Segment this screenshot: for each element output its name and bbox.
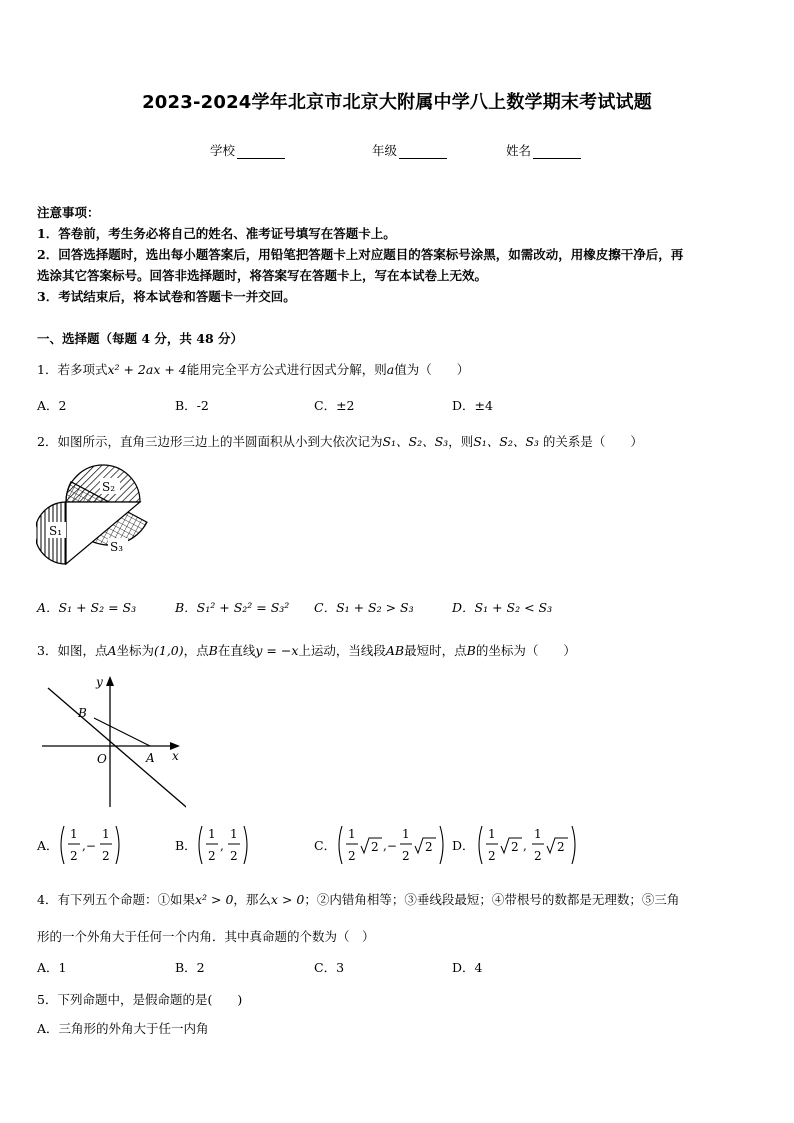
svg-text:1: 1 xyxy=(488,827,496,841)
svg-text:2: 2 xyxy=(402,849,410,863)
q2-option-c: C．S₁ + S₂ > S₃ xyxy=(314,600,414,615)
q1-text-pre: 1．若多项式 xyxy=(37,362,108,377)
s2-label: S₂ xyxy=(102,480,116,494)
segment-ab xyxy=(94,718,150,746)
q1-option-b: B．-2 xyxy=(175,398,209,413)
q1-variable: a xyxy=(386,362,395,377)
q3-text-mid5: 最短时，点 xyxy=(404,643,467,658)
question-4-line-1 xyxy=(37,890,679,908)
q3-option-c xyxy=(314,826,443,864)
q2-s-list: S₁、S₂、S₃ xyxy=(382,434,449,449)
q3-option-c-letter: C． xyxy=(314,838,337,853)
section-1-heading: 一、选择题（每题 4 分，共 48 分） xyxy=(37,331,244,346)
y-axis-arrow xyxy=(106,676,114,686)
svg-text:,−: ,− xyxy=(383,839,397,853)
svg-text:,: , xyxy=(523,839,527,853)
svg-text:2: 2 xyxy=(371,840,379,854)
svg-text:1: 1 xyxy=(230,827,238,841)
note-1: 1．答卷前，考生务必将自己的姓名、准考证号填写在答题卡上。 xyxy=(37,226,396,241)
q3-options xyxy=(36,822,596,868)
q3-coordinate-figure xyxy=(38,672,186,812)
q2-semicircle-figure xyxy=(36,460,160,582)
svg-text:1: 1 xyxy=(208,827,216,841)
q2-text-mid: ，则 xyxy=(448,434,474,449)
q1-expression: x² + 2ax + 4 xyxy=(107,362,187,377)
svg-text:2: 2 xyxy=(425,840,433,854)
y-label: y xyxy=(96,675,103,689)
svg-text:2: 2 xyxy=(488,849,496,863)
origin-label: O xyxy=(97,752,107,766)
svg-text:2: 2 xyxy=(511,840,519,854)
svg-text:1: 1 xyxy=(348,827,356,841)
note-2b: 选涂其它答案标号。回答非选择题时，将答案写在答题卡上，写在本试卷上无效。 xyxy=(37,268,488,283)
svg-text:2: 2 xyxy=(102,849,110,863)
svg-text:1: 1 xyxy=(102,827,110,841)
q3-segment-ab: AB xyxy=(385,643,405,658)
q3-option-d xyxy=(452,826,575,864)
page-title: 2023-2024学年北京市北京大附属中学八上数学期末考试试题 xyxy=(142,92,652,113)
grade-label: 年级 xyxy=(372,143,398,158)
svg-text:2: 2 xyxy=(230,849,238,863)
q1-option-d: D．±4 xyxy=(452,398,493,413)
svg-text:1: 1 xyxy=(70,827,78,841)
q2-option-b: B．S₁² + S₂² = S₃² xyxy=(175,600,290,615)
s3-label: S₃ xyxy=(110,540,124,554)
q3-coord: (1,0) xyxy=(154,643,184,658)
question-1 xyxy=(37,360,469,378)
q1-text-end: 值为（ ） xyxy=(394,362,470,377)
svg-text:2: 2 xyxy=(557,840,565,854)
q2-option-a: A．S₁ + S₂ = S₃ xyxy=(37,600,137,615)
q3-text-mid2: ，点 xyxy=(183,643,209,658)
notes-heading: 注意事项： xyxy=(37,205,100,220)
q4-text-pre: 4．有下列五个命题：①如果 xyxy=(37,892,195,907)
question-3 xyxy=(37,641,576,659)
name-label: 姓名 xyxy=(506,143,532,158)
q3-point-b-2: B xyxy=(466,643,476,658)
q3-point-b: B xyxy=(208,643,218,658)
q4-option-b: B．2 xyxy=(175,960,205,975)
note-3: 3．考试结束后，将本试卷和答题卡一并交回。 xyxy=(37,289,296,304)
q2-text-post: 的关系是（ ） xyxy=(538,434,643,449)
name-field xyxy=(506,141,581,159)
note-2a: 2．回答选择题时，选出每小题答案后，用铅笔把答题卡上对应题目的答案标号涂黑，如需改动，用橡皮擦干净后，再 xyxy=(37,247,684,262)
q3-text-mid4: 上运动，当线段 xyxy=(298,643,386,658)
q3-line-eq: y = −x xyxy=(255,643,299,658)
q3-option-a-letter: A． xyxy=(37,838,59,853)
school-label: 学校 xyxy=(210,143,236,158)
q4-text-post: ；②内错角相等；③垂线段最短；④带根号的数都是无理数；⑤三角 xyxy=(304,892,680,907)
q3-text-mid3: 在直线 xyxy=(217,643,256,658)
q3-text-pre: 3．如图，点 xyxy=(37,643,108,658)
svg-text:2: 2 xyxy=(70,849,78,863)
q3-text-mid1: 坐标为 xyxy=(116,643,154,658)
point-b-label: B xyxy=(78,706,87,720)
q2-s-list-2: S₁、S₂、S₃ xyxy=(473,434,539,449)
svg-text:,−: ,− xyxy=(82,839,96,853)
q4-text-mid: ，那么 xyxy=(233,892,271,907)
q5-option-a: A．三角形的外角大于任一内角 xyxy=(37,1021,209,1036)
q4-option-c: C．3 xyxy=(314,960,345,975)
grade-blank xyxy=(399,146,447,159)
point-a-label: A xyxy=(146,751,155,765)
svg-text:,: , xyxy=(220,839,224,853)
q3-option-a xyxy=(36,826,119,864)
q3-option-b xyxy=(175,826,247,864)
q3-option-b-letter: B． xyxy=(175,838,197,853)
question-5: 5．下列命题中，是假命题的是( ) xyxy=(37,992,243,1007)
q1-option-a: A．2 xyxy=(37,398,67,413)
school-blank xyxy=(237,146,285,159)
question-4-line-2: 形的一个外角大于任何一个内角．其中真命题的个数为（ ） xyxy=(37,929,375,944)
q4-option-a: A．1 xyxy=(37,960,67,975)
svg-text:1: 1 xyxy=(402,827,410,841)
school-field xyxy=(210,141,285,159)
q1-option-c: C．±2 xyxy=(314,398,355,413)
question-2 xyxy=(37,432,643,450)
svg-text:2: 2 xyxy=(208,849,216,863)
q3-point-a: A xyxy=(107,643,117,658)
q3-option-d-letter: D． xyxy=(452,838,475,853)
svg-text:2: 2 xyxy=(348,849,356,863)
grade-field xyxy=(372,141,447,159)
line-y-neg-x xyxy=(48,688,186,812)
q2-option-d: D．S₁ + S₂ < S₃ xyxy=(452,600,553,615)
q4-conclusion: x > 0 xyxy=(270,892,305,907)
q4-option-d: D．4 xyxy=(452,960,483,975)
svg-text:2: 2 xyxy=(534,849,542,863)
svg-text:1: 1 xyxy=(534,827,542,841)
s1-label: S₁ xyxy=(49,524,63,538)
name-blank xyxy=(533,146,581,159)
q1-text-post: 能用完全平方公式进行因式分解，则 xyxy=(186,362,387,377)
q2-text-pre: 2．如图所示，直角三边形三边上的半圆面积从小到大依次记为 xyxy=(37,434,383,449)
q4-condition: x² > 0 xyxy=(194,892,234,907)
x-label: x xyxy=(172,749,179,763)
q3-text-post: 的坐标为（ ） xyxy=(475,643,576,658)
